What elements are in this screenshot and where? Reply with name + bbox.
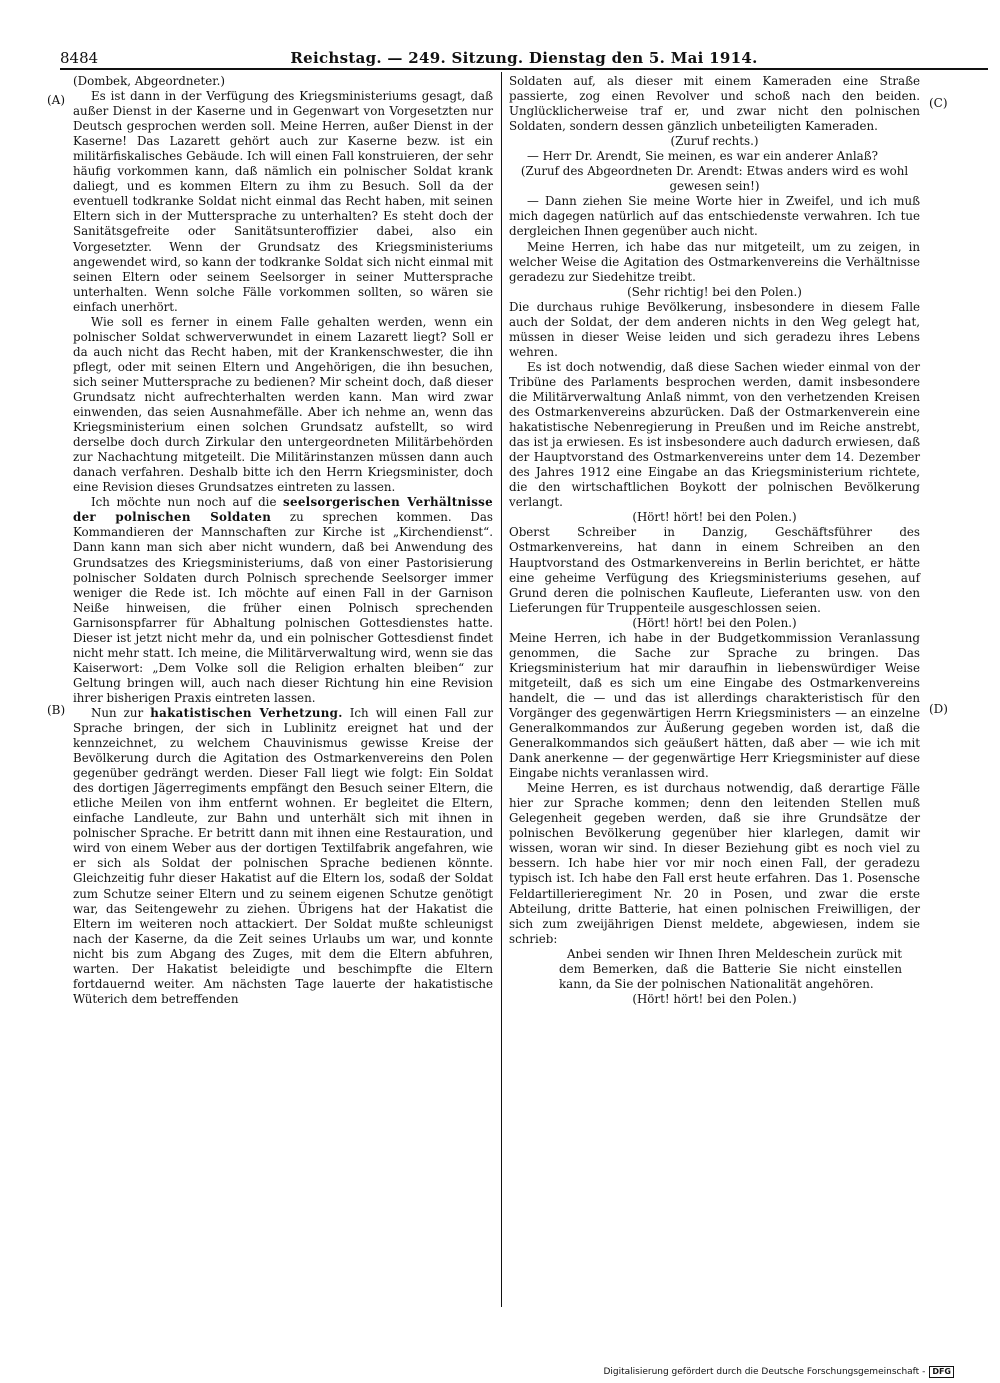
interjection: (Sehr richtig! bei den Polen.)	[627, 284, 802, 299]
left-column	[73, 74, 493, 1007]
running-title: Reichstag. — 249. Sitzung. Dienstag den 5. Mai 1914.	[290, 49, 758, 67]
margin-mark-d: (D)	[929, 702, 948, 716]
right-column	[509, 74, 920, 1007]
paragraph-text: Ich will einen Fall zur Sprache bringen, der sich in Lublinitz ereignet hat und der kennzeichnet, zu welchem Chauvinismus gewisse Kreise der Bevölkerung durch die Agitation des Ostmarkenvereins den Polen gegenüber gedrängt werden. Dieser Fall liegt wie folgt: Ein Soldat des dortigen Jägerregiments empfängt den Besuch seiner Eltern, die etliche Meilen von ihm entfernt wohnen. Er begleitet die Eltern, einfache Landleute, zur Bahn und unterhält sich mit ihnen in polnischer Sprache. Er betritt dann mit ihnen eine Restauration, und wird von einem Weber aus der dortigen Textilfabrik angefahren, wie er sich als Soldat der polnischen Sprache bedienen könnte. Gleichzeitig fuhr dieser Hakatist auf die Eltern los, sodaß der Soldat zum Schutze seiner Eltern und zu seinem eigenen Schutze genötigt war, das Seitengewehr zu ziehen. Übrigens hat der Hakatist die Eltern im weiteren noch attackiert. Der Soldat mußte schleunigst nach der Kaserne, da die Zeit seines Urlaubs um war, und konnte nicht bis zum Abgang des Zuges, mit dem die Eltern abfuhren, warten. Der Hakatist beleidigte und beschimpfte die Eltern fortdauernd weiter. Am nächsten Tage lauerte der hakatistische Wüterich dem betreffenden	[73, 705, 493, 1006]
interjection: (Hört! hört! bei den Polen.)	[632, 615, 797, 630]
paragraph	[73, 495, 493, 706]
paragraph: — Dann ziehen Sie meine Worte hier in Zweifel, und ich muß mich dagegen natürlich auf das entschiedenste verwahren. Ich tue dergleichen Ihnen gegenüber auch nicht.	[509, 194, 920, 239]
paragraph: Es ist dann in der Verfügung des Kriegsministeriums gesagt, daß außer Dienst in der Kaserne und in Gegenwart von Vorgesetzten nur Deutsch gesprochen werden soll. Meine Herren, außer Dienst in der Kaserne! Das Lazarett gehört auch zur Kaserne bezw. ist ein militärfiskalisches Gebäude. Ich will einen Fall konstruieren, der sehr häufig vorkommen kann, daß nämlich ein polnischer Soldat krank daliegt, und es kommen Eltern zu ihm zu Besuch. Soll da der eventuell todkranke Soldat nicht einmal das Recht haben, mit seinen Eltern sich in der Muttersprache zu unterhalten? Es steht doch der Sanitätsgefreite oder Sanitätsunteroffizier dabei, also ein Vorgesetzter. Wenn der Grundsatz des Kriegsministeriums angewendet wird, so kann der todkranke Soldat sich nicht einmal mit seinen Eltern oder seinem Seelsorger in seiner Muttersprache unterhalten. Wenn solche Fälle vorkommen sollten, so wären sie einfach unerhört.	[73, 89, 493, 314]
margin-mark-b: (B)	[47, 703, 66, 717]
quoted-letter: Anbei senden wir Ihnen Ihren Meldeschein zurück mit dem Bemerken, daß die Batterie Sie nicht einstellen kann, da Sie der polnischen Nationalität angehören.	[559, 946, 902, 991]
interjection: (Hört! hört! bei den Polen.)	[632, 991, 797, 1006]
paragraph: Meine Herren, es ist durchaus notwendig, daß derartige Fälle hier zur Sprache kommen; denn den leitenden Stellen muß Gelegenheit gegeben werden, daß sie ihre Grundsätze der polnischen Bevölkerung gegenüber hier klarlegen, damit wir wissen, woran wir sind. In dieser Beziehung gibt es noch viel zu bessern. Ich habe hier vor mir noch einen Fall, der geradezu typisch ist. Ich habe den Fall erst heute erfahren. Das 1. Posensche Feldartillerieregiment Nr. 20 in Posen, und zwar die erste Abteilung, dritte Batterie, hat einen polnischen Freiwilligen, der sich zum zweijährigen Dienst meldete, abgewiesen, indem sie schrieb:	[509, 781, 920, 946]
margin-mark-a: (A)	[47, 93, 66, 107]
bold-phrase: hakatistischen Verhetzung.	[150, 705, 343, 720]
paragraph	[73, 706, 493, 1007]
paragraph: Es ist doch notwendig, daß diese Sachen wieder einmal von der Tribüne des Parlaments besprochen werden, damit insbesondere die Militärverwaltung Anlaß nimmt, von den verhetzenden Kreisen des Ostmarkenvereins abzurücken. Daß der Ostmarkenverein eine hakatistische Nebenregierung in Preußen und im Reiche anstrebt, das ist ja erwiesen. Es ist insbesondere auch dadurch erwiesen, daß der Hauptvorstand des Ostmarkenvereins unter dem 14. Dezember des Jahres 1912 eine Eingabe an das Kriegsministerium richtete, die den wirtschaftlichen Boykott der polnischen Bevölkerung verlangt.	[509, 359, 920, 510]
paragraph: Soldaten auf, als dieser mit einem Kameraden eine Straße passierte, zog einen Revolver und schoß nach den beiden. Unglücklicherweise traf er, und zwar nicht den polnischen Soldaten, sondern dessen gänzlich unbeteiligten Kameraden.	[509, 74, 920, 134]
paragraph: Meine Herren, ich habe das nur mitgeteilt, um zu zeigen, in welcher Weise die Agitation des Ostmarkenvereins die Verhältnisse geradezu zur Siedehitze treibt.	[509, 239, 920, 284]
page-number: 8484	[60, 49, 99, 67]
paragraph: Oberst Schreiber in Danzig, Geschäftsführer des Ostmarkenvereins, hat dann in einem Schreiben an den Hauptvorstand des Ostmarkenvereins in Berlin berichtet, er hätte eine geheime Verfügung des Kriegsministeriums gesehen, auf Grund deren die polnischen Kaufleute, Lieferanten usw. von den Lieferungen für Truppenteile ausgeschlossen seien.	[509, 525, 920, 615]
dfg-logo: DFG	[929, 1366, 954, 1378]
margin-mark-c: (C)	[929, 96, 948, 110]
header-rule	[60, 68, 988, 70]
interjection: (Hört! hört! bei den Polen.)	[632, 510, 797, 525]
paragraph: Wie soll es ferner in einem Falle gehalten werden, wenn ein polnischer Soldat schwerverwundet in einem Lazarett liegt? Soll er da auch nicht das Recht haben, mit der Krankenschwester, die ihn pflegt, oder mit seinen Eltern und Angehörigen, die ihn besuchen, sich seiner Muttersprache zu bedienen? Mir scheint doch, daß dieser Grundsatz nicht aufrechterhalten werden kann. Man wird zwar einwenden, das seien Ausnahmefälle. Aber ich nehme an, wenn das Kriegsministerium einen solchen Grundsatz aufstellt, so wird derselbe doch durch Zirkular den untergeordneten Militärbehörden zur Nachachtung mitgeteilt. Die Militärinstanzen müssen dann auch danach verfahren. Deshalb bitte ich den Herrn Kriegsminister, doch eine Revision dieses Grundsatzes eintreten zu lassen.	[73, 314, 493, 495]
footer-text: Digitalisierung gefördert durch die Deutsche Forschungsgemeinschaft -	[603, 1367, 926, 1377]
digitization-footer	[603, 1366, 954, 1378]
speaker-line: (Dombek, Abgeordneter.)	[73, 74, 226, 88]
paragraph-text: zu sprechen kommen. Das Kommandieren der Mannschaften zur Kirche ist „Kirchendienst“. Dann kann man sich aber nicht wundern, daß bei Anwendung des Grundsatzes des Kriegsministeriums, daß von einer Pastorisierung polnischer Soldaten durch Polnisch sprechende Seelsorger immer weniger die Rede ist. Ich möchte auf einen Fall in der Garnison Neiße hinweisen, die früher einen Polnisch sprechenden Garnisonspfarrer für Abhaltung polnischen Gottesdienstes hatte. Dieser ist jetzt nicht mehr da, und ein polnischer Gottesdienst findet nicht mehr statt. Ich meine, die Militärverwaltung wird, wenn sie das Kaiserwort: „Dem Volke soll die Religion erhalten bleiben“ zur Geltung bringen will, auch nach dieser Richtung hin eine Revision ihrer bisherigen Praxis eintreten lassen.	[73, 510, 494, 705]
paragraph: Die durchaus ruhige Bevölkerung, insbesondere in diesem Falle auch der Soldat, der dem anderen nichts in den Weg gelegt hat, müssen in dieser Weise leiden und sich geradezu ihres Lebens wehren.	[509, 299, 920, 359]
interjection: (Zuruf des Abgeordneten Dr. Arendt: Etwas anders wird es wohl gewesen sein!)	[520, 164, 909, 194]
paragraph-text: Nun zur	[91, 705, 151, 720]
paragraph: — Herr Dr. Arendt, Sie meinen, es war ein anderer Anlaß?	[527, 149, 878, 164]
interjection: (Zuruf rechts.)	[670, 134, 759, 149]
paragraph-text: Ich möchte nun noch auf die	[91, 495, 284, 510]
bold-phrase: seelsorgerischen Verhältnisse der polnischen Soldaten	[73, 495, 493, 525]
paragraph: Meine Herren, ich habe in der Budgetkommission Veranlassung genommen, die Sache zur Sprache zu bringen. Das Kriegsministerium hat mir daraufhin in liebenswürdiger Weise mitgeteilt, daß es sich um eine Eingabe des Ostmarkenvereins handelt, die — und das ist allerdings charakteristisch für den Vorgänger des gegenwärtigen Herrn Kriegsministers — an einzelne Generalkommandos zur Äußerung gegeben worden ist, daß die Generalkommandos sich geäußert hätten, daß aber — wie ich mit Dank anerkenne — der gegenwärtige Herr Kriegsminister auf diese Eingabe nichts veranlassen wird.	[509, 630, 920, 781]
column-divider	[501, 72, 502, 1307]
